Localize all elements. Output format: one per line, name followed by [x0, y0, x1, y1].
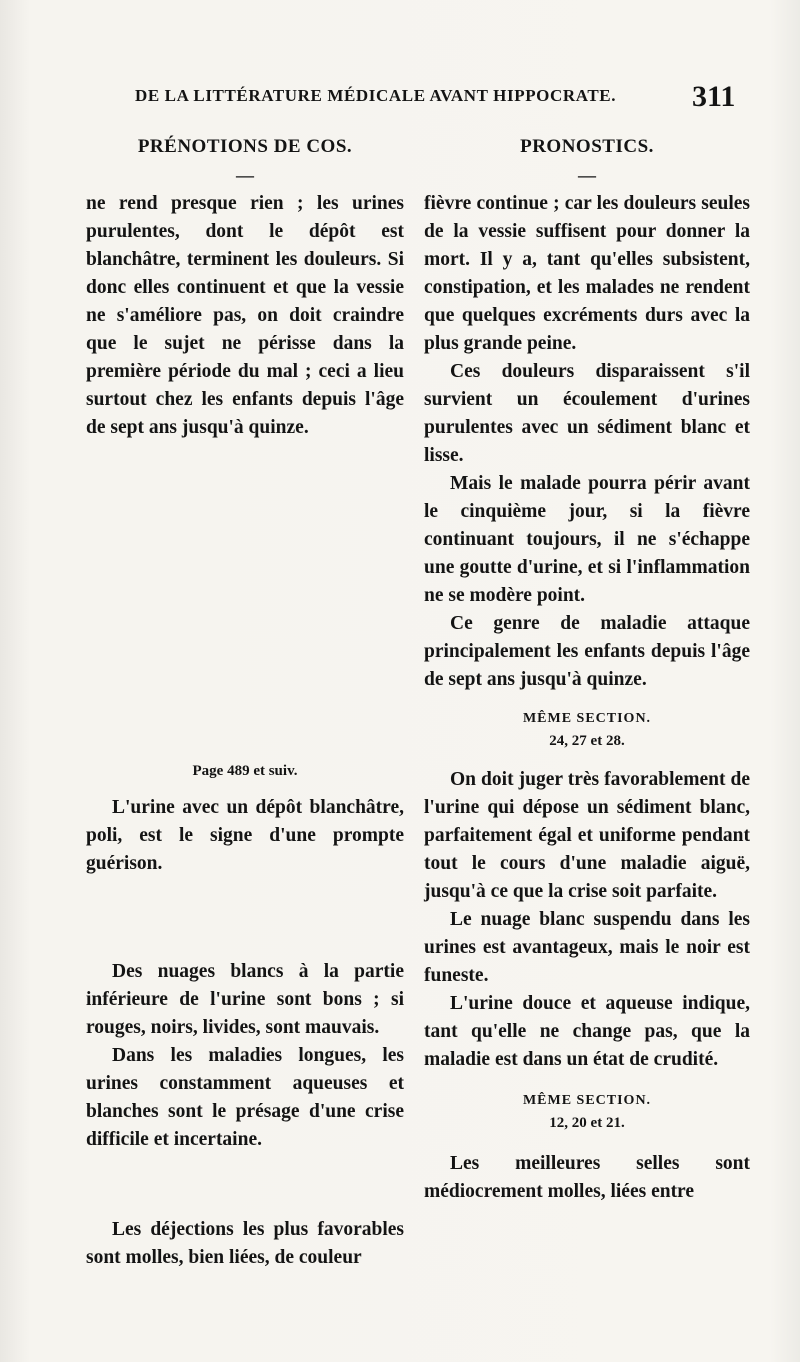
left-column — [86, 132, 404, 1272]
left-paragraph-2: L'urine avec un dépôt blanchâtre, poli, est le signe d'une prompte guérison. — [86, 797, 404, 874]
running-title: DE LA LITTÉRATURE MÉDICALE AVANT HIPPOCRATE. — [135, 86, 617, 105]
right-section-heading-2: MÊME SECTION. — [522, 1093, 652, 1108]
right-section-reference-1: 24, 27 et 28. — [549, 733, 625, 749]
right-paragraph-1: fièvre continue ; car les douleurs seules de la vessie suffisent pour donner la mort. Il y a, tant qu'elles subsistent, constipation, et les malades ne rendent que quelques excréments durs avec la plus grande peine. — [424, 193, 750, 354]
right-paragraph-2: Ces douleurs disparaissent s'il survient un écoulement d'urines purulentes avec un sédiment blanc et lisse. — [424, 361, 750, 466]
page-number: 311 — [692, 80, 736, 113]
left-paragraph-1: ne rend presque rien ; les urines purulentes, dont le dépôt est blanchâtre, terminent les douleurs. Si donc elles continuent et que la vessie ne s'améliore pas, on doit craindre que le sujet ne périsse dans la première période du mal ; ceci a lieu surtout chez les enfants depuis l'âge de sept ans jusqu'à quinze. — [86, 193, 404, 438]
left-paragraph-3: Des nuages blancs à la partie inférieure de l'urine sont bons ; si rouges, noirs, livides, sont mauvais. — [86, 961, 404, 1038]
right-column-title: PRONOSTICS. — [520, 136, 654, 157]
right-column — [424, 132, 750, 1206]
left-column-title: PRÉNOTIONS DE COS. — [137, 136, 353, 157]
left-page-reference: Page 489 et suiv. — [192, 763, 298, 779]
right-paragraph-5: On doit juger très favorablement de l'urine qui dépose un sédiment blanc, parfaitement égal et uniforme pendant tout le cours d'une maladie aiguë, jusqu'à ce que la crise soit parfaite. — [424, 769, 750, 902]
left-paragraph-4: Dans les maladies longues, les urines constamment aqueuses et blanches sont le présage d'une crise difficile et incertaine. — [86, 1045, 404, 1150]
right-section-reference-2: 12, 20 et 21. — [549, 1115, 625, 1131]
right-paragraph-8: Les meilleures selles sont médiocrement molles, liées entre — [424, 1153, 750, 1202]
right-paragraph-7: L'urine douce et aqueuse indique, tant qu'elle ne change pas, que la maladie est dans un état de crudité. — [424, 993, 750, 1070]
right-title-dash: — — [578, 165, 596, 185]
left-paragraph-5: Les déjections les plus favorables sont molles, bien liées, de couleur — [86, 1219, 404, 1268]
right-section-heading-1: MÊME SECTION. — [522, 711, 652, 726]
right-paragraph-3: Mais le malade pourra périr avant le cinquième jour, si la fièvre continuant toujours, il ne s'échappe une goutte d'urine, et si l'inflammation ne se modère point. — [424, 473, 750, 606]
right-paragraph-6: Le nuage blanc suspendu dans les urines est avantageux, mais le noir est funeste. — [424, 909, 750, 986]
left-title-dash: — — [236, 165, 254, 185]
right-paragraph-4: Ce genre de maladie attaque principalement les enfants depuis l'âge de sept ans jusqu'à quinze. — [424, 613, 750, 690]
